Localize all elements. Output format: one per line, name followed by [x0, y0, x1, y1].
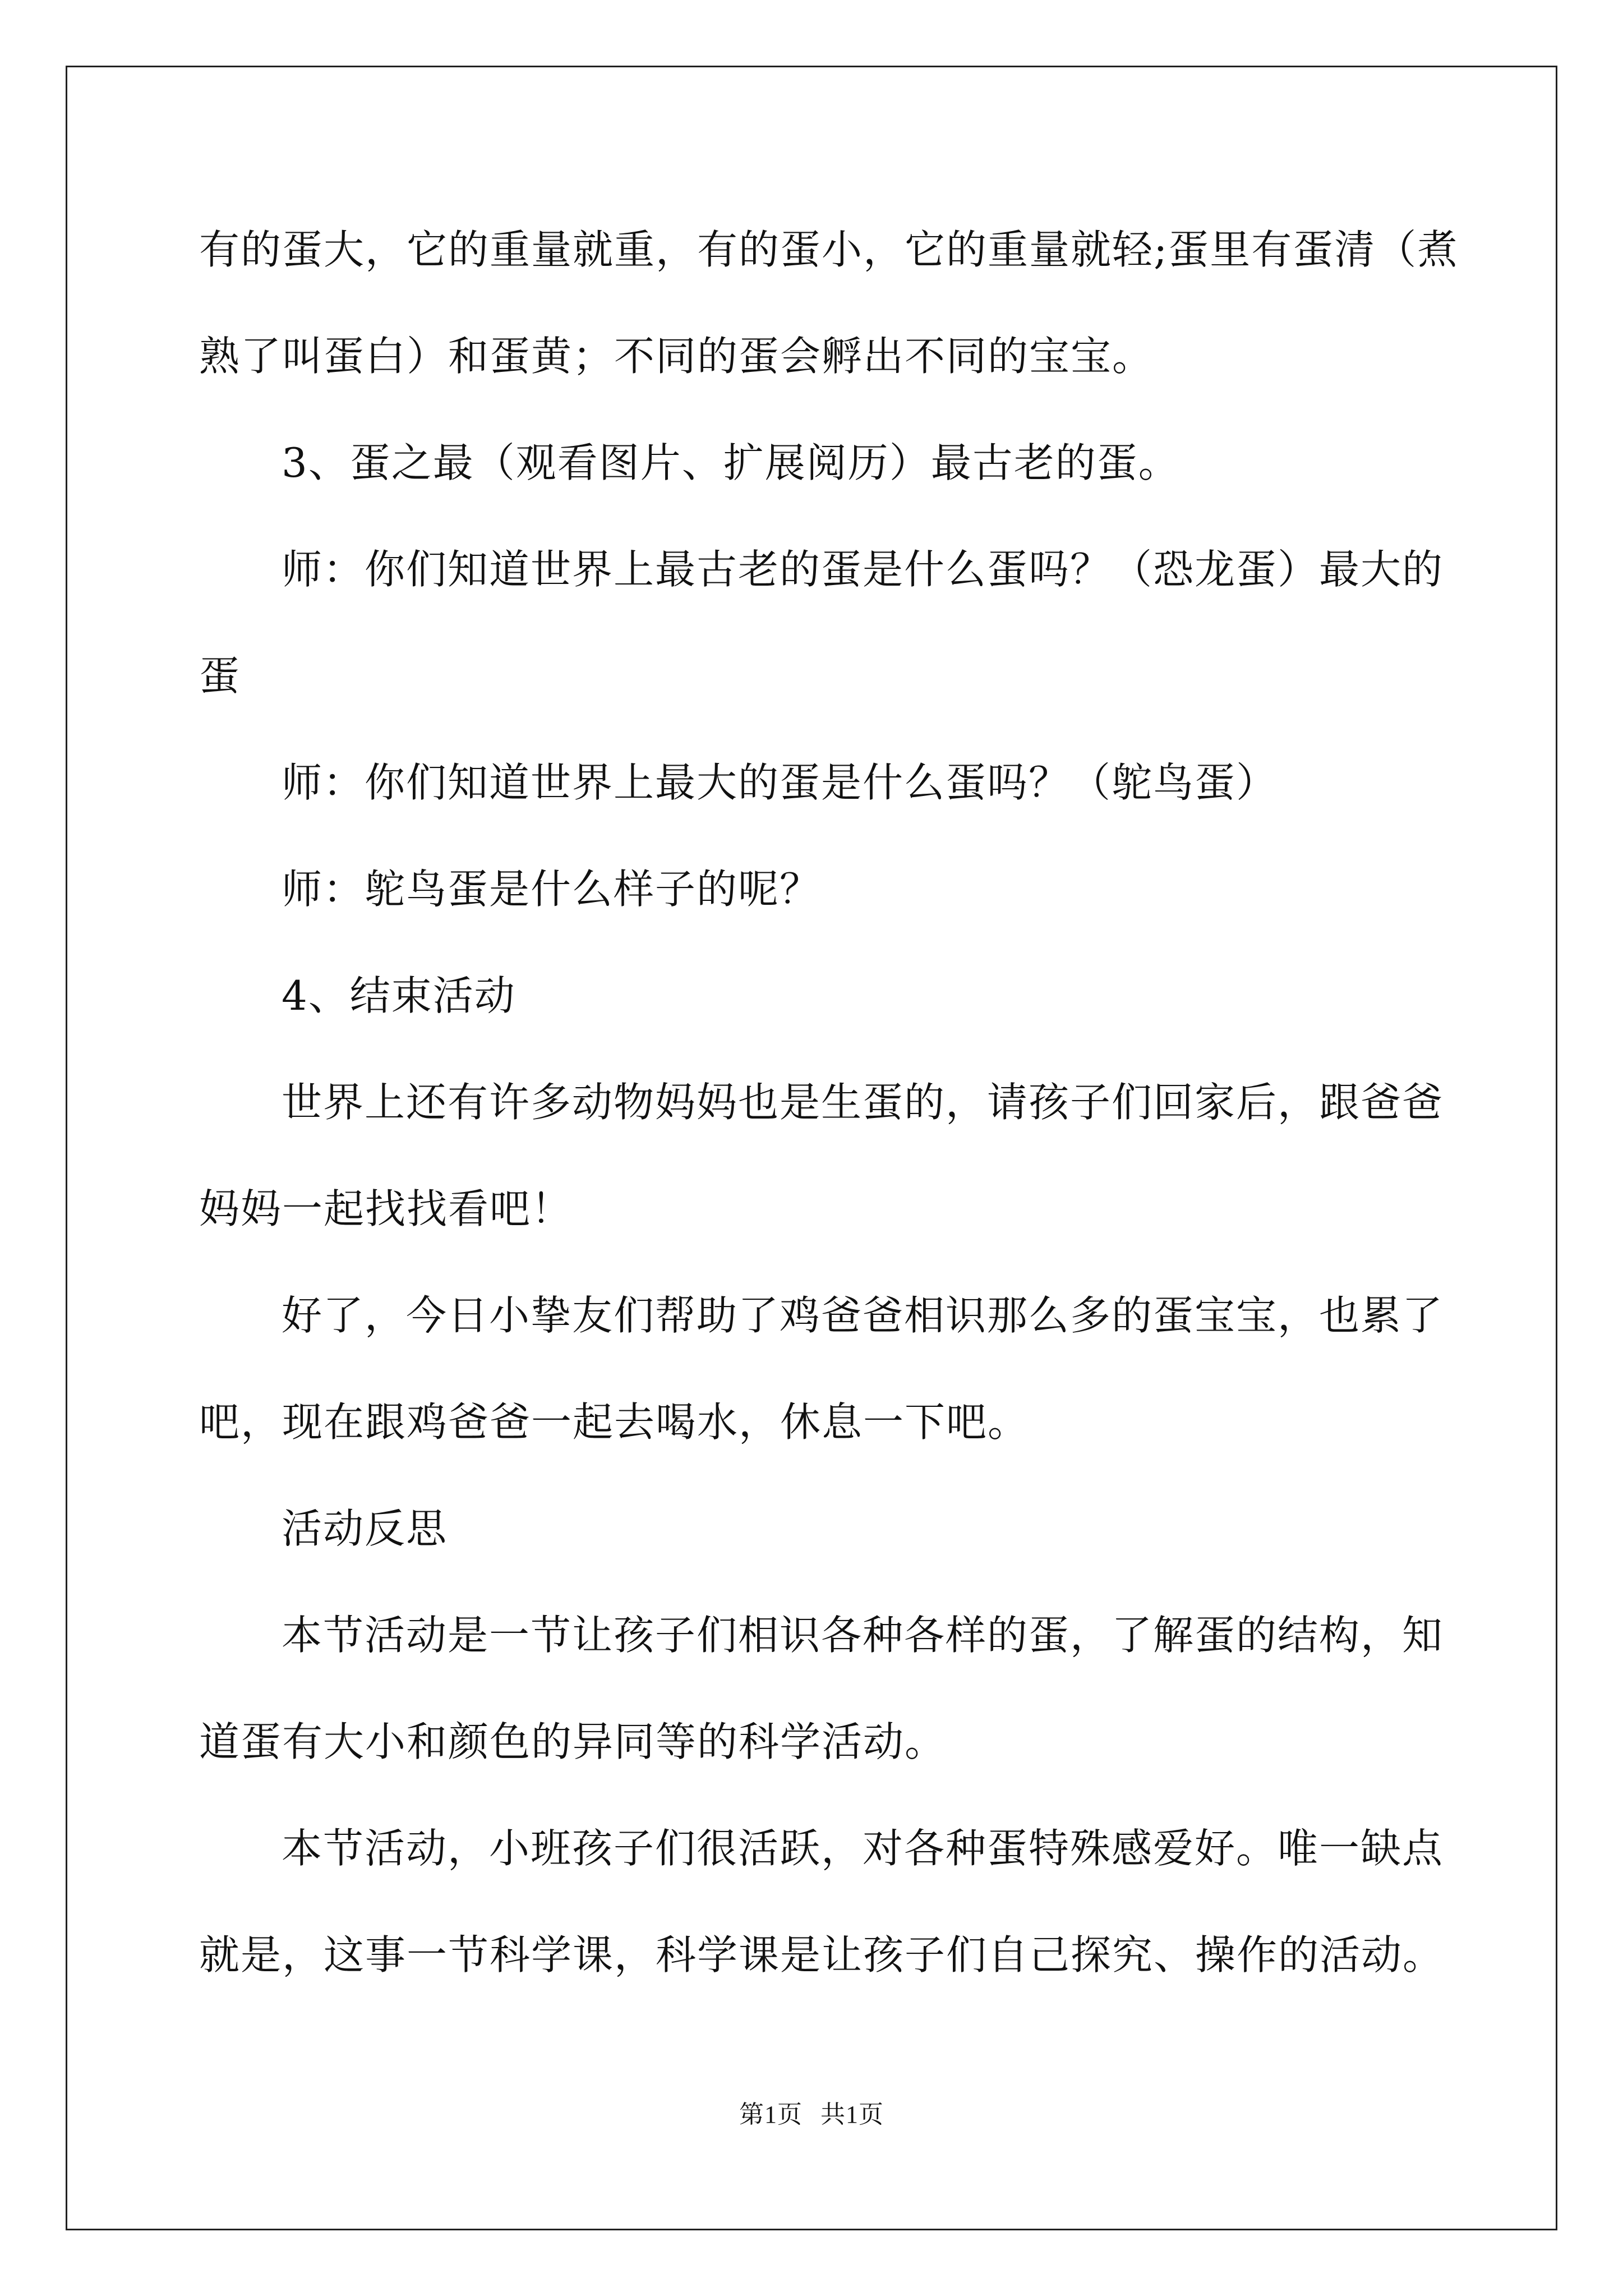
text-line: 好了，今日小挚友们帮助了鸡爸爸相识那么多的蛋宝宝，也累了	[282, 1292, 1444, 1339]
page-footer	[0, 2098, 1623, 2132]
text-line: 妈妈一起找找看吧！	[199, 1185, 573, 1232]
page-border	[66, 66, 1557, 2230]
text-line: 师：你们知道世界上最大的蛋是什么蛋吗？（鸵鸟蛋）	[282, 759, 1278, 806]
text-line: 世界上还有许多动物妈妈也是生蛋的，请孩子们回家后，跟爸爸	[282, 1079, 1444, 1126]
text-line: 道蛋有大小和颜色的异同等的科学活动。	[199, 1718, 947, 1765]
text-line: 师：你们知道世界上最古老的蛋是什么蛋吗？（恐龙蛋）最大的	[282, 546, 1444, 593]
text-line: 吧，现在跟鸡爸爸一起去喝水，休息一下吧。	[199, 1398, 1030, 1446]
text-line: 熟了叫蛋白）和蛋黄；不同的蛋会孵出不同的宝宝。	[199, 333, 1154, 380]
section-heading: 活动反思	[282, 1505, 448, 1552]
text-line: 本节活动，小班孩子们很活跃，对各种蛋特殊感爱好。唯一缺点	[282, 1825, 1444, 1872]
page-number: 第1页	[739, 2101, 803, 2128]
text-line: 3、蛋之最（观看图片、扩展阅历）最古老的蛋。	[282, 439, 1180, 486]
text-line: 蛋	[199, 652, 241, 700]
section-heading: 4、结束活动	[282, 972, 516, 1019]
text-line: 有的蛋大，它的重量就重，有的蛋小，它的重量就轻;蛋里有蛋清（煮	[199, 226, 1459, 273]
text-line: 就是，这事一节科学课，科学课是让孩子们自己探究、操作的活动。	[199, 1931, 1445, 1978]
text-line: 本节活动是一节让孩子们相识各种各样的蛋，了解蛋的结构，知	[282, 1612, 1444, 1659]
text-line: 师：鸵鸟蛋是什么样子的呢？	[282, 866, 822, 913]
page-total: 共1页	[820, 2101, 884, 2128]
